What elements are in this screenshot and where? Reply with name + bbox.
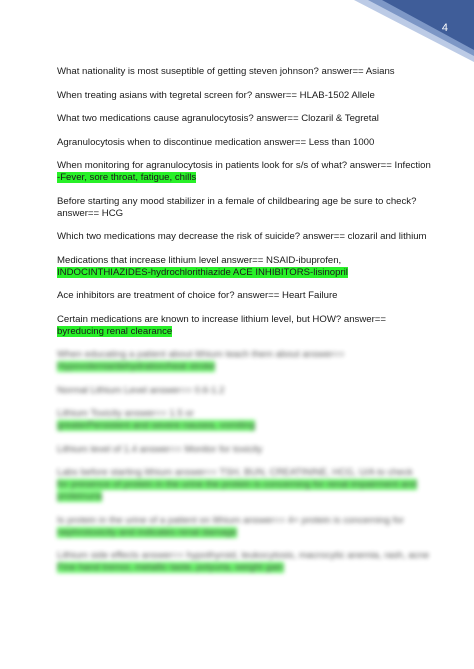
qa-item — [57, 113, 435, 125]
qa-item — [57, 66, 435, 78]
qa-item — [57, 231, 435, 243]
qa-text: Before starting any mood stabilizer in a female of childbearing age be sure to check? answer== HCG — [57, 195, 417, 219]
qa-item — [57, 137, 435, 149]
qa-text: Medications that increase lithium level answer== NSAID-ibuprofen, — [57, 254, 342, 266]
qa-item — [57, 349, 435, 373]
qa-item — [57, 408, 435, 432]
qa-item — [57, 90, 435, 102]
qa-text: Labs before starting lithium answer== TSH, BUN, CREATININE, HCG, U/A to check — [57, 467, 413, 478]
qa-text: Agranulocytosis when to discontinue medication answer== Less than 1000 — [57, 136, 375, 148]
qa-text: Ace inhibitors are treatment of choice for? answer== Heart Failure — [57, 290, 338, 301]
document-body — [57, 66, 435, 586]
qa-item — [57, 255, 435, 279]
qa-item — [57, 550, 435, 574]
qa-text: What two medications cause agranulocytosis? answer== Clozaril & Tegretal — [57, 113, 379, 124]
qa-text: Normal Lithium Level answer== 0.6-1.2 — [57, 384, 225, 396]
qa-text: Which two medications may decrease the risk of suicide? answer== clozaril and lithium — [57, 231, 427, 242]
qa-text: Lithium side effects answer== hypothyroid, leukocytosis, macrocytic anemia, rash, acne — [57, 550, 430, 561]
highlighted-answer: -Fever, sore throat, fatigue, chills — [57, 172, 197, 183]
qa-item — [57, 515, 435, 539]
qa-item — [57, 314, 435, 338]
qa-item — [57, 160, 435, 184]
corner-decoration — [354, 0, 474, 62]
page-number: 4 — [441, 22, 448, 34]
qa-text: When treating asians with tegretal screen for? answer== HLAB-1502 Allele — [57, 89, 375, 101]
highlighted-answer: for presence of protein in the urine the protein is concerning for renal impairment and proteinuria — [57, 479, 417, 502]
qa-item — [57, 196, 435, 220]
highlighted-answer: nephrotoxicity and indicates renal damage — [57, 526, 237, 538]
highlighted-answer: Fine hand tremor, metallic taste, polyuria, weight gain — [57, 562, 284, 573]
qa-item — [57, 290, 435, 302]
qa-item — [57, 467, 435, 503]
qa-list — [57, 66, 435, 338]
qa-text: What nationality is most suseptible of getting steven johnson? answer== Asians — [57, 66, 395, 77]
highlighted-answer: Hypovolemia/dehydration/heat stroke — [57, 361, 216, 372]
blurred-preview-section — [57, 349, 435, 574]
qa-text: Lithium level of 1.4 answer== Monitor for toxicity — [57, 443, 263, 455]
highlighted-answer: greaterPersistent and severe nausea, vomiting — [57, 420, 256, 431]
qa-item — [57, 444, 435, 456]
highlighted-answer: byreducing renal clearance — [57, 325, 173, 337]
qa-text: When monitoring for agranulocytosis in patients look for s/s of what? answer== Infection — [57, 160, 431, 171]
qa-text: When educating a patient about lithium teach them about answer== — [57, 349, 345, 360]
qa-text: Is protein in the urine of a patient on lithium answer== 4+ protein is concerning for — [57, 514, 404, 526]
qa-text: Certain medications are known to increase lithium level, but HOW? answer== — [57, 313, 387, 325]
highlighted-answer: INDOCINTHIAZIDES-hydrochlorithiazide ACE INHIBITORS-lisinopril — [57, 266, 348, 278]
qa-text: Lithium Toxicity answer== 1.5 or — [57, 408, 194, 419]
qa-item — [57, 385, 435, 397]
